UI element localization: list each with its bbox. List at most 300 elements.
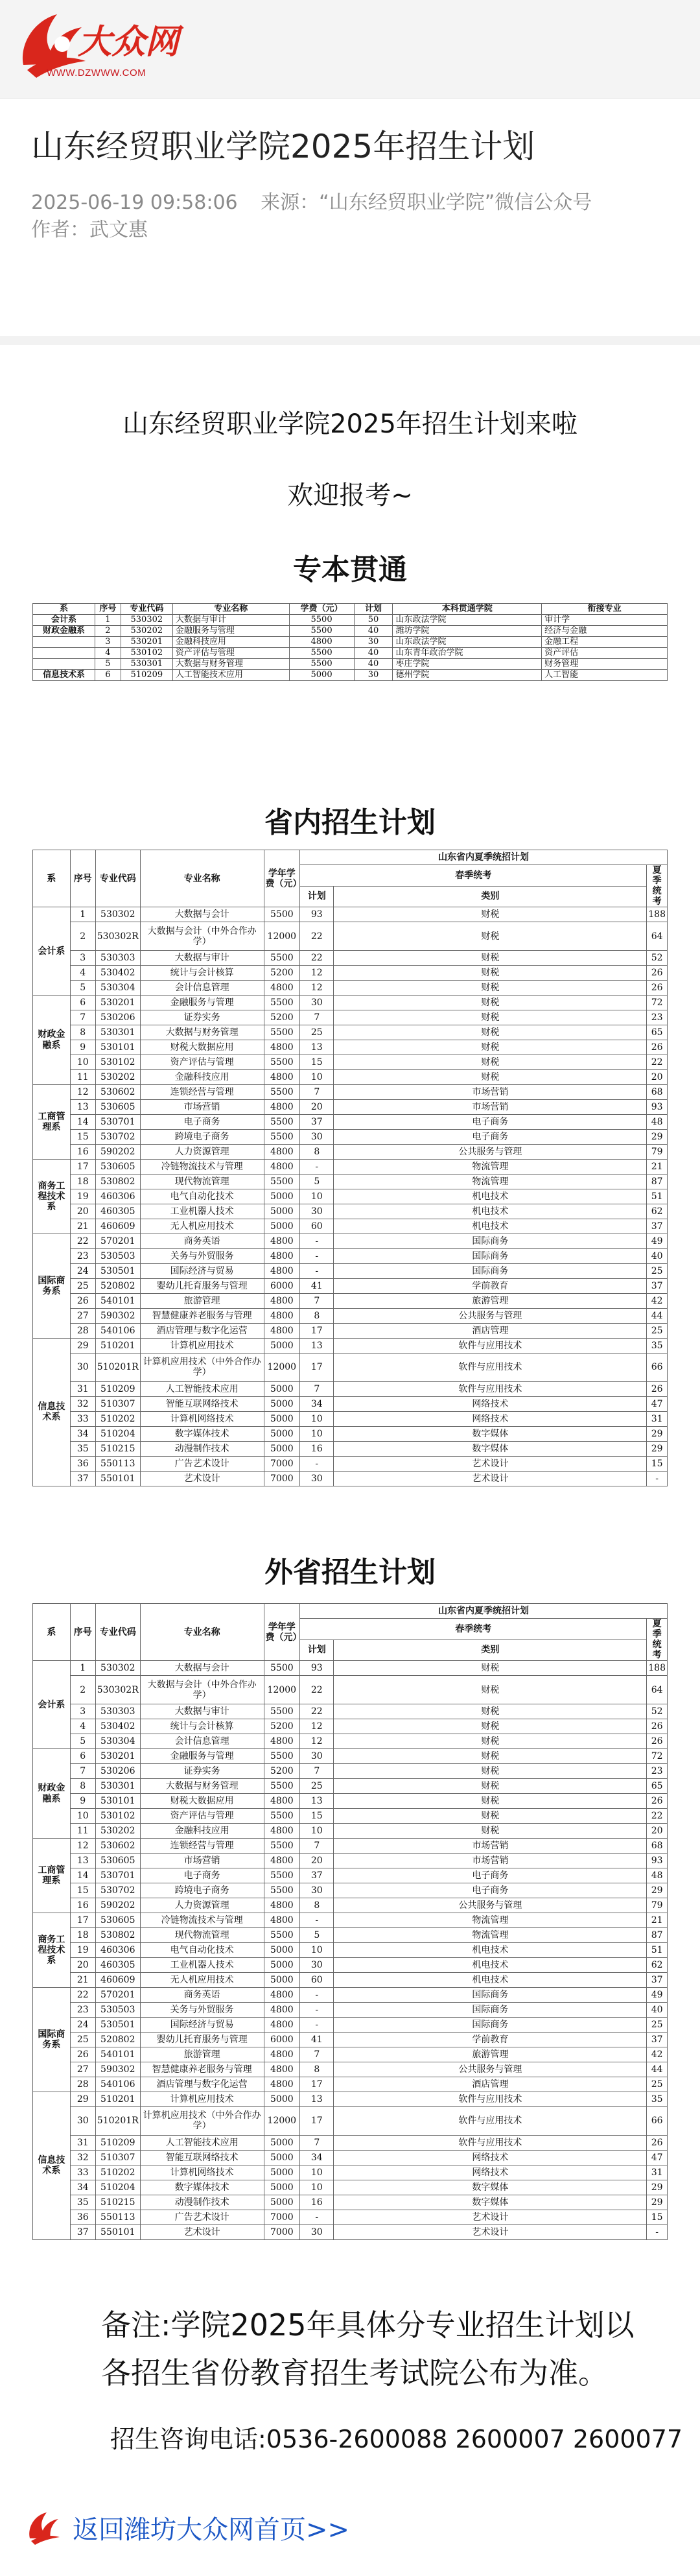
table-header-row [33,1604,668,1619]
summer-plan-cell: 188 [647,1661,668,1676]
fee-cell: 5500 [264,1661,300,1676]
header-cell: 序号 [70,850,95,907]
summer-plan-cell: 25 [647,2077,668,2092]
fee-cell: 5000 [264,1441,300,1456]
summer-plan-cell: 22 [647,1055,668,1070]
code-cell: 510209 [95,2135,140,2150]
category-cell: 公共服务与管理 [334,2062,647,2077]
major-cell: 广告艺术设计 [140,2210,264,2224]
fee-cell: 5500 [264,1928,300,1943]
fee-cell: 5000 [264,1204,300,1219]
table-cell: 30 [354,637,393,648]
seq-cell: 27 [70,1309,95,1324]
spring-plan-cell: 17 [300,1324,334,1339]
major-cell: 智慧健康养老服务与管理 [140,1309,264,1324]
major-cell: 智能互联网络技术 [140,1396,264,1411]
summer-plan-cell: 29 [647,2195,668,2210]
header-cell: 系 [33,604,95,615]
major-cell: 人力资源管理 [140,1898,264,1913]
fee-cell: 5500 [264,1175,300,1189]
summer-plan-cell: 93 [647,1854,668,1868]
spring-plan-cell: 17 [300,1354,334,1382]
back-home-link[interactable] [26,2505,349,2550]
table-row [33,1309,668,1324]
code-cell: 530301 [95,1025,140,1040]
summer-plan-cell: 64 [647,922,668,951]
seq-cell: 12 [70,1085,95,1100]
table-cell: 德州学院 [393,670,542,681]
major-cell: 跨境电子商务 [140,1130,264,1145]
category-cell: 艺术设计 [334,2224,647,2239]
fee-cell: 5500 [264,1085,300,1100]
table-row [33,2018,668,2033]
code-cell: 530501 [95,2018,140,2033]
code-cell: 530605 [95,1854,140,1868]
table-row [33,670,668,681]
table-row [33,1354,668,1382]
category-cell: 财税 [334,1764,647,1779]
category-cell: 网络技术 [334,2165,647,2180]
spring-plan-cell: 20 [300,1854,334,1868]
table-cell: 3 [95,637,121,648]
spring-plan-cell: 93 [300,1661,334,1676]
seq-cell: 4 [70,1719,95,1734]
major-cell: 商务英语 [140,1234,264,1249]
major-cell: 人力资源管理 [140,1145,264,1160]
fee-cell: 4800 [264,2047,300,2062]
spring-plan-cell: 17 [300,2107,334,2136]
code-cell: 530302 [95,907,140,922]
fee-cell: 4800 [264,1324,300,1339]
seq-cell: 14 [70,1115,95,1130]
table-row [33,1130,668,1145]
seq-cell: 13 [70,1854,95,1868]
category-cell: 软件与应用技术 [334,2107,647,2136]
major-cell: 计算机应用技术（中外合作办学） [140,2107,264,2136]
seq-cell: 17 [70,1160,95,1175]
category-cell: 软件与应用技术 [334,1381,647,1396]
table-cell: 财务管理 [542,659,668,670]
seq-cell: 15 [70,1130,95,1145]
spring-plan-cell: 12 [300,1734,334,1749]
summer-plan-cell: 87 [647,1175,668,1189]
summer-plan-cell: 49 [647,1988,668,2003]
spring-plan-cell: 13 [300,2092,334,2107]
spring-plan-cell: 37 [300,1115,334,1130]
table-row [33,1249,668,1264]
major-cell: 国际经济与贸易 [140,2018,264,2033]
code-cell: 510201 [95,2092,140,2107]
summer-plan-cell: 66 [647,1354,668,1382]
table-row [33,1175,668,1189]
major-cell: 统计与会计核算 [140,1719,264,1734]
header-cell: 专业名称 [172,604,289,615]
table-row [33,2150,668,2165]
code-cell: 530701 [95,1868,140,1883]
category-cell: 财税 [334,1676,647,1704]
code-cell: 530301 [95,1779,140,1794]
summer-plan-cell: 68 [647,1839,668,1854]
spring-plan-cell: 17 [300,2077,334,2092]
category-cell: 电子商务 [334,1130,647,1145]
category-cell: 财税 [334,1070,647,1085]
table-row [33,1426,668,1441]
code-cell: 530303 [95,951,140,966]
code-cell: 530503 [95,1249,140,1264]
header-cell: 专业名称 [140,1604,264,1661]
summer-plan-cell: 72 [647,996,668,1010]
svg-text:大众网: 大众网 [78,22,180,62]
major-cell: 市场营销 [140,1854,264,1868]
spring-plan-cell: 30 [300,1130,334,1145]
summer-plan-cell: 29 [647,1426,668,1441]
code-cell: 540101 [95,1294,140,1309]
dept-cell: 国际商务系 [33,1988,71,2092]
seq-cell: 27 [70,2062,95,2077]
code-cell: 590302 [95,2062,140,2077]
table-row [33,2092,668,2107]
spring-plan-cell: 15 [300,1055,334,1070]
category-cell: 财税 [334,907,647,922]
summer-plan-cell: 29 [647,1130,668,1145]
seq-cell: 29 [70,2092,95,2107]
seq-cell: 11 [70,1824,95,1839]
table-row [33,1958,668,1973]
major-cell: 酒店管理与数字化运营 [140,1324,264,1339]
fee-cell: 5500 [264,1839,300,1854]
seq-cell: 19 [70,1189,95,1204]
table-row [33,615,668,626]
dept-cell: 工商管理系 [33,1085,71,1160]
seq-cell: 34 [70,2180,95,2195]
code-cell: 590302 [95,1309,140,1324]
article-header [0,99,700,345]
spring-plan-cell: 25 [300,1025,334,1040]
fee-cell: 5000 [264,2180,300,2195]
table-cell: 5500 [289,626,354,637]
summer-plan-cell: 26 [647,1734,668,1749]
spring-plan-cell: 60 [300,1973,334,1988]
dept-cell: 会计系 [33,1661,71,1749]
summer-plan-cell: 188 [647,907,668,922]
table-cell: 山东青年政治学院 [393,648,542,659]
category-cell: 财税 [334,1749,647,1764]
table-row [33,1294,668,1309]
fee-cell: 4800 [264,1264,300,1279]
table-row [33,1070,668,1085]
spring-plan-cell: 7 [300,1294,334,1309]
category-cell: 物流管理 [334,1175,647,1189]
table-row [33,1973,668,1988]
spring-plan-cell: 10 [300,1189,334,1204]
header-cell: 专业名称 [140,850,264,907]
fee-cell: 4800 [264,1309,300,1324]
major-cell: 财税大数据应用 [140,1040,264,1055]
table-row [33,1324,668,1339]
seq-cell: 8 [70,1025,95,1040]
summer-plan-cell: 20 [647,1824,668,1839]
table-cell: 审计学 [542,615,668,626]
category-cell: 电子商务 [334,1883,647,1898]
seq-cell: 30 [70,2107,95,2136]
table-row [33,1055,668,1070]
major-cell: 工业机器人技术 [140,1204,264,1219]
seq-cell: 25 [70,2033,95,2047]
header-cell: 序号 [95,604,121,615]
header-cell: 学年学费（元） [264,1604,300,1661]
table-cell: 6 [95,670,121,681]
fee-cell: 5000 [264,2092,300,2107]
table-row [33,648,668,659]
fee-cell: 5500 [264,1868,300,1883]
table-row [33,1943,668,1958]
code-cell: 590202 [95,1145,140,1160]
code-cell: 540106 [95,1324,140,1339]
seq-cell: 19 [70,1943,95,1958]
fee-cell: 5000 [264,1411,300,1426]
major-cell: 计算机应用技术 [140,1339,264,1354]
table-row [33,1839,668,1854]
table-row [33,1913,668,1928]
seq-cell: 37 [70,2224,95,2239]
fee-cell: 4800 [264,1734,300,1749]
summer-plan-cell: 64 [647,1676,668,1704]
category-cell: 软件与应用技术 [334,2135,647,2150]
seq-cell: 31 [70,2135,95,2150]
table-row [33,1189,668,1204]
category-cell: 软件与应用技术 [334,2092,647,2107]
major-cell: 跨境电子商务 [140,1883,264,1898]
spring-plan-cell: 12 [300,981,334,996]
spring-plan-cell: 93 [300,907,334,922]
code-cell: 530602 [95,1085,140,1100]
seq-cell: 17 [70,1913,95,1928]
table-row [33,1764,668,1779]
dept-cell: 工商管理系 [33,1839,71,1913]
major-cell: 计算机网络技术 [140,2165,264,2180]
fee-cell: 5000 [264,1958,300,1973]
code-cell: 520802 [95,2033,140,2047]
code-cell: 530701 [95,1115,140,1130]
summer-plan-cell: 26 [647,981,668,996]
category-cell: 财税 [334,1779,647,1794]
spring-plan-cell: - [300,1249,334,1264]
major-cell: 婴幼儿托育服务与管理 [140,1279,264,1294]
table-row [33,1160,668,1175]
table-cell: 5500 [289,648,354,659]
major-cell: 婴幼儿托育服务与管理 [140,2033,264,2047]
code-cell: 510307 [95,2150,140,2165]
major-cell: 会计信息管理 [140,1734,264,1749]
summer-plan-cell: 21 [647,1913,668,1928]
major-cell: 财税大数据应用 [140,1794,264,1809]
fee-cell: 5500 [264,951,300,966]
table-cell: 5 [95,659,121,670]
header-cell: 系 [33,850,71,907]
seq-cell: 2 [70,922,95,951]
summer-plan-cell: 66 [647,2107,668,2136]
seq-cell: 23 [70,1249,95,1264]
code-cell: 550113 [95,1456,140,1471]
fee-cell: 5200 [264,1719,300,1734]
category-cell: 网络技术 [334,1396,647,1411]
welcome-line: 欢迎报考~ [287,481,413,510]
major-cell: 大数据与财务管理 [140,1779,264,1794]
category-cell: 酒店管理 [334,1324,647,1339]
category-cell: 电子商务 [334,1868,647,1883]
header-cell: 专业代码 [121,604,172,615]
major-cell: 现代物流管理 [140,1928,264,1943]
table-row [33,1339,668,1354]
seq-cell: 10 [70,1055,95,1070]
table-row [33,1779,668,1794]
table-cell: 人工智能技术应用 [172,670,289,681]
category-cell: 学前教育 [334,2033,647,2047]
table-row [33,1794,668,1809]
outprovince-table-wrap [32,1603,668,2240]
fee-cell: 5200 [264,1010,300,1025]
table-header-row [33,604,668,615]
seq-cell: 30 [70,1354,95,1382]
category-cell: 公共服务与管理 [334,1145,647,1160]
code-cell: 530102 [95,1055,140,1070]
summer-plan-cell: - [647,1471,668,1486]
table-cell: 530202 [121,626,172,637]
table-row [33,907,668,922]
table-cell: 2 [95,626,121,637]
seq-cell: 9 [70,1794,95,1809]
major-cell: 动漫制作技术 [140,1441,264,1456]
spring-plan-cell: 7 [300,1764,334,1779]
spring-plan-cell: - [300,1913,334,1928]
seq-cell: 26 [70,2047,95,2062]
fee-cell: 4800 [264,1234,300,1249]
fee-cell: 5000 [264,1426,300,1441]
major-cell: 数字媒体技术 [140,1426,264,1441]
summer-plan-cell: 68 [647,1085,668,1100]
summer-plan-cell: 35 [647,2092,668,2107]
code-cell: 460306 [95,1943,140,1958]
category-cell: 财税 [334,1010,647,1025]
major-cell: 电子商务 [140,1868,264,1883]
category-cell: 数字媒体 [334,1441,647,1456]
seq-cell: 22 [70,1234,95,1249]
header-cell: 专业代码 [95,1604,140,1661]
code-cell: 530202 [95,1070,140,1085]
summer-plan-cell: 29 [647,1441,668,1456]
code-cell: 530201 [95,996,140,1010]
spring-plan-cell: 37 [300,1868,334,1883]
code-cell: 460305 [95,1958,140,1973]
category-cell: 财税 [334,1661,647,1676]
major-cell: 证券实务 [140,1010,264,1025]
article-author: 作者：武文惠 [31,219,148,241]
major-cell: 大数据与会计（中外合作办学） [140,922,264,951]
category-cell: 国际商务 [334,1234,647,1249]
table-row [33,2135,668,2150]
spring-plan-cell: 30 [300,1749,334,1764]
fee-cell: 5000 [264,2135,300,2150]
dazhong-small-logo-icon [26,2509,64,2546]
fee-cell: 5500 [264,1055,300,1070]
header-cell: 山东省内夏季统招计划 [300,1604,668,1619]
seq-cell: 24 [70,1264,95,1279]
spring-plan-cell: - [300,1264,334,1279]
fee-cell: 5000 [264,2165,300,2180]
code-cell: 510202 [95,2165,140,2180]
seq-cell: 33 [70,2165,95,2180]
table-row [33,1704,668,1719]
table-row [33,1234,668,1249]
table-row [33,2210,668,2224]
major-cell: 计算机应用技术（中外合作办学） [140,1354,264,1382]
major-cell: 资产评估与管理 [140,1055,264,1070]
section-title-outprovince: 外省招生计划 [264,1556,436,1589]
seq-cell: 28 [70,2077,95,2092]
table-cell: 530102 [121,648,172,659]
spring-plan-cell: - [300,1988,334,2003]
table-row [33,2165,668,2180]
publish-date: 2025-06-19 09:58:06 [31,191,238,214]
bridge-table-wrap [32,603,668,681]
summer-plan-cell: 15 [647,2210,668,2224]
table-row [33,1734,668,1749]
fee-cell: 5500 [264,1704,300,1719]
spring-plan-cell: 7 [300,1010,334,1025]
table-row [33,1279,668,1294]
category-cell: 国际商务 [334,1264,647,1279]
major-cell: 智能互联网络技术 [140,2150,264,2165]
spring-plan-cell: 16 [300,1441,334,1456]
table-cell: 金融科技应用 [172,637,289,648]
spring-plan-cell: 8 [300,1145,334,1160]
summer-plan-cell: 44 [647,1309,668,1324]
summer-plan-cell: 65 [647,1025,668,1040]
summer-plan-cell: 37 [647,1279,668,1294]
spring-plan-cell: 30 [300,2224,334,2239]
seq-cell: 25 [70,1279,95,1294]
code-cell: 530802 [95,1928,140,1943]
header-cell: 本科贯通学院 [393,604,542,615]
summer-plan-cell: 26 [647,966,668,981]
header-cell: 计划 [300,1640,334,1661]
code-cell: 570201 [95,1988,140,2003]
fee-cell: 5500 [264,1749,300,1764]
fee-cell: 12000 [264,2107,300,2136]
summer-plan-cell: 23 [647,1764,668,1779]
table-cell: 1 [95,615,121,626]
major-cell: 商务英语 [140,1988,264,2003]
category-cell: 财税 [334,966,647,981]
spring-plan-cell: 10 [300,2165,334,2180]
fee-cell: 7000 [264,1456,300,1471]
major-cell: 大数据与会计（中外合作办学） [140,1676,264,1704]
code-cell: 510204 [95,1426,140,1441]
code-cell: 550101 [95,1471,140,1486]
section-title-bridge: 专本贯通 [293,553,407,586]
table-row [33,2180,668,2195]
category-cell: 机电技术 [334,1204,647,1219]
dept-cell: 商务工程技术系 [33,1160,71,1234]
table-cell: 山东政法学院 [393,637,542,648]
fee-cell: 5200 [264,1764,300,1779]
summer-plan-cell: 37 [647,2033,668,2047]
table-row [33,2033,668,2047]
spring-plan-cell: 41 [300,1279,334,1294]
table-row [33,1749,668,1764]
category-cell: 市场营销 [334,1839,647,1854]
table-cell: 山东政法学院 [393,615,542,626]
